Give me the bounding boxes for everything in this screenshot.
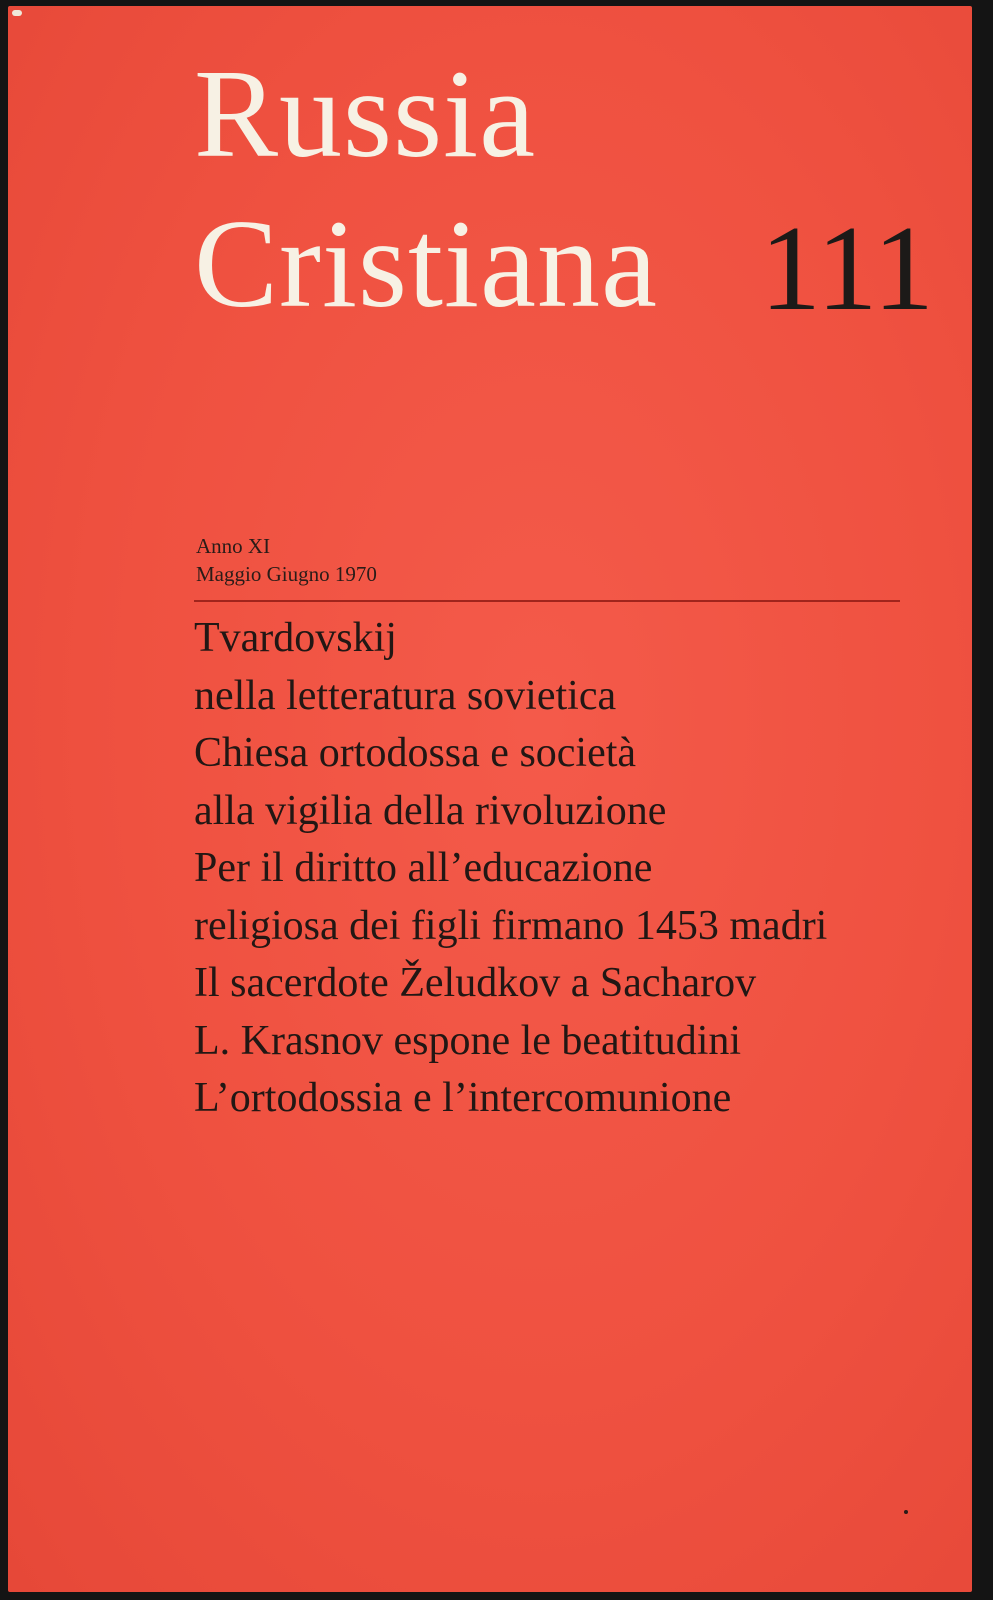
corner-wear-mark <box>12 10 22 16</box>
contents-line: Il sacerdote Želudkov a Sacharov <box>194 960 757 1006</box>
magazine-title-line-2: Cristiana <box>194 195 658 334</box>
issue-number: 111 <box>760 201 934 336</box>
dust-speck <box>904 1510 908 1514</box>
publication-year-label: Anno XI <box>196 534 271 558</box>
magazine-title-line-1: Russia <box>194 45 537 184</box>
contents-line: Tvardovskij <box>194 615 397 661</box>
divider-rule <box>194 600 900 602</box>
contents-line: Chiesa ortodossa e società <box>194 730 637 776</box>
contents-line: religiosa dei figli firmano 1453 madri <box>194 902 828 949</box>
contents-line: Per il diritto all’educazione <box>194 845 653 891</box>
contents-line: L’ortodossia e l’intercomunione <box>194 1075 732 1121</box>
magazine-cover <box>8 6 972 1592</box>
contents-line: alla vigilia della rivoluzione <box>194 787 667 834</box>
table-of-contents <box>194 610 827 1128</box>
publication-date-label: Maggio Giugno 1970 <box>196 562 377 586</box>
contents-line: L. Krasnov espone le beatitudini <box>194 1017 742 1064</box>
contents-line: nella letteratura sovietica <box>194 672 617 719</box>
